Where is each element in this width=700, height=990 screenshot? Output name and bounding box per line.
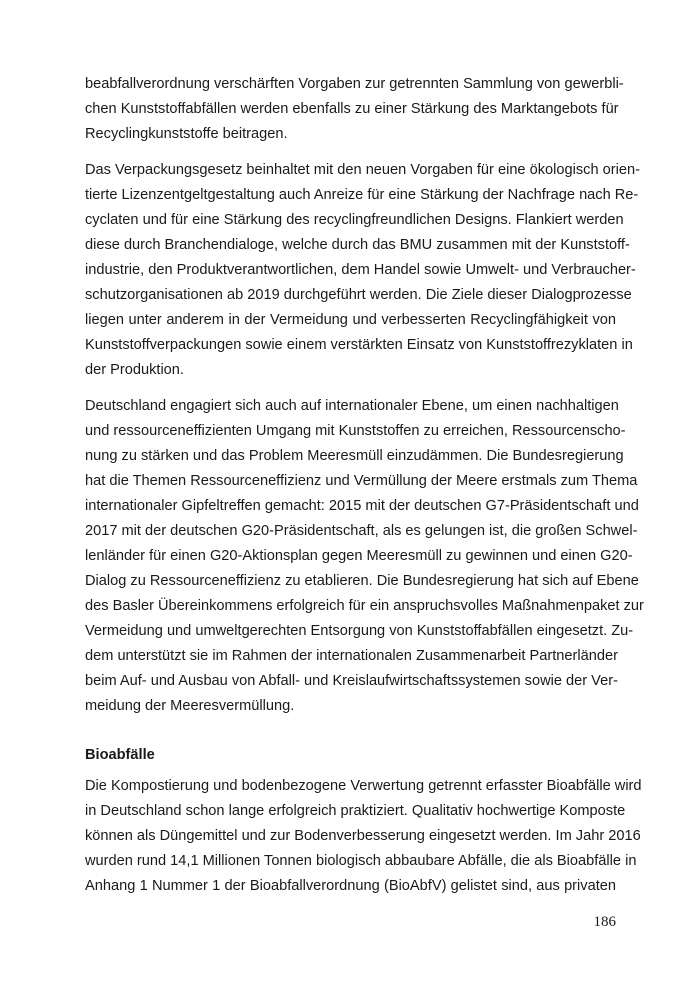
text-line: cyclaten und für eine Stärkung des recyclingfreundlichen Designs. Flankiert werden: [85, 212, 624, 228]
text-line: Kunststoffverpackungen sowie einem verstärkten Einsatz von Kunststoffrezyklaten in: [85, 337, 633, 353]
text-line: beim Auf- und Ausbau von Abfall- und Kreislaufwirtschaftssystemen sowie der Ver-: [85, 673, 618, 689]
text-line: chen Kunststoffabfällen werden ebenfalls zu einer Stärkung des Marktangebots für: [85, 101, 619, 117]
text-line: tierte Lizenzentgeltgestaltung auch Anreize für eine Stärkung der Nachfrage nach Re-: [85, 187, 639, 203]
text-line: können als Düngemittel und zur Bodenverbesserung eingesetzt werden. Im Jahr 2016: [85, 828, 641, 844]
paragraph-4: [85, 774, 642, 899]
text-line: Deutschland engagiert sich auch auf internationaler Ebene, um einen nachhaltigen: [85, 398, 619, 414]
text-line: internationaler Gipfeltreffen gemacht: 2015 mit der deutschen G7-Präsidentschaft und: [85, 498, 639, 514]
page-content: [85, 72, 644, 910]
text-line: diese durch Branchendialoge, welche durch das BMU zusammen mit der Kunststoff-: [85, 237, 630, 253]
text-line: hat die Themen Ressourceneffizienz und Vermüllung der Meere erstmals zum Thema: [85, 473, 638, 489]
text-line: schutzorganisationen ab 2019 durchgeführt werden. Die Ziele dieser Dialogprozesse: [85, 287, 632, 303]
section-heading: Bioabfälle: [85, 747, 155, 763]
text-line: lenländer für einen G20-Aktionsplan gegen Meeresmüll zu gewinnen und einen G20-: [85, 548, 633, 564]
text-line: in Deutschland schon lange erfolgreich praktiziert. Qualitativ hochwertige Komposte: [85, 803, 626, 819]
text-line: der Produktion.: [85, 362, 184, 378]
text-line: nung zu stärken und das Problem Meeresmüll einzudämmen. Die Bundesregierung: [85, 448, 624, 464]
text-line: 2017 mit der deutschen G20-Präsidentschaft, als es gelungen ist, die großen Schwel-: [85, 523, 638, 539]
page-number: 186: [593, 914, 616, 930]
text-line: Recyclingkunststoffe beitragen.: [85, 126, 288, 142]
text-line: liegen unter anderem in der Vermeidung und verbesserten Recyclingfähigkeit von: [85, 312, 616, 328]
text-line: industrie, den Produktverantwortlichen, dem Handel sowie Umwelt- und Verbraucher-: [85, 262, 636, 278]
text-line: Vermeidung und umweltgerechten Entsorgung von Kunststoffabfällen eingesetzt. Zu-: [85, 623, 634, 639]
paragraph-2: [85, 158, 640, 383]
text-line: des Basler Übereinkommens erfolgreich für ein anspruchsvolles Maßnahmenpaket zur: [85, 598, 644, 614]
text-line: meidung der Meeresvermüllung.: [85, 698, 295, 714]
text-line: Die Kompostierung und bodenbezogene Verwertung getrennt erfasster Bioabfälle wird: [85, 778, 642, 794]
text-line: wurden rund 14,1 Millionen Tonnen biologisch abbaubare Abfälle, die als Bioabfälle in: [85, 853, 637, 869]
paragraph-3: [85, 394, 644, 719]
text-line: Anhang 1 Nummer 1 der Bioabfallverordnung (BioAbfV) gelistet sind, aus privaten: [85, 878, 616, 894]
text-line: Dialog zu Ressourceneffizienz zu etablieren. Die Bundesregierung hat sich auf Ebene: [85, 573, 639, 589]
text-line: dem unterstützt sie im Rahmen der internationalen Zusammenarbeit Partnerländer: [85, 648, 618, 664]
text-line: beabfallverordnung verschärften Vorgaben zur getrennten Sammlung von gewerbli-: [85, 76, 624, 92]
text-line: und ressourceneffizienten Umgang mit Kunststoffen zu erreichen, Ressourcenscho-: [85, 423, 626, 439]
text-line: Das Verpackungsgesetz beinhaltet mit den neuen Vorgaben für eine ökologisch orien-: [85, 162, 640, 178]
paragraph-1: [85, 72, 624, 147]
